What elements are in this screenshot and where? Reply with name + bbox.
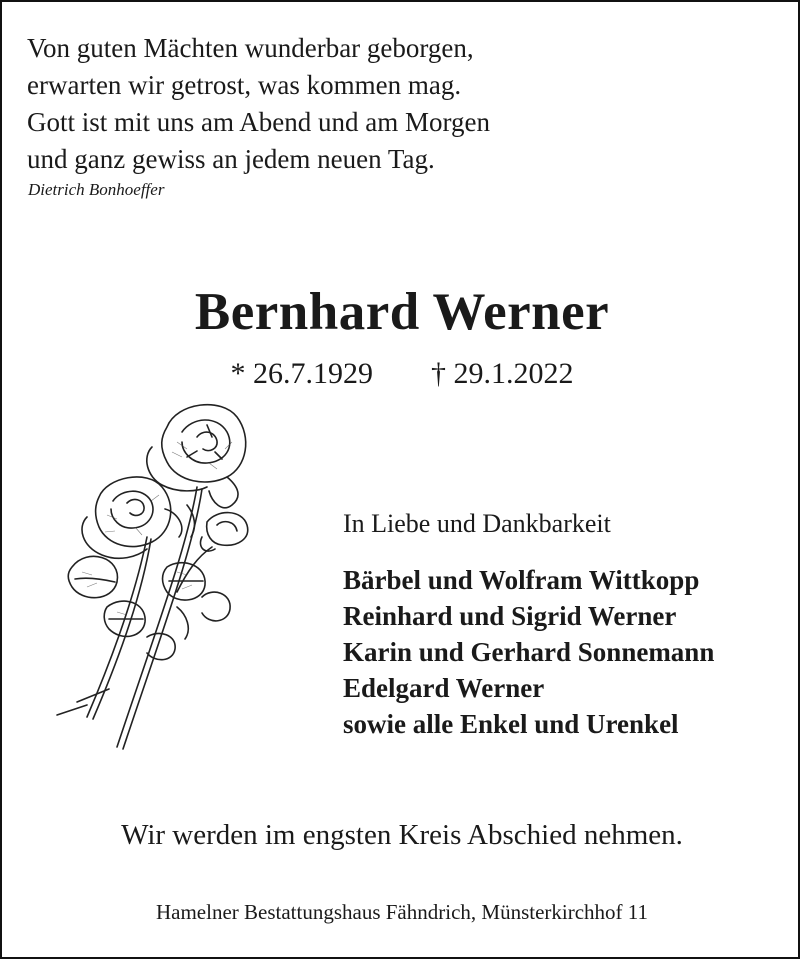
mourners-intro: In Liebe und Dankbarkeit bbox=[343, 509, 611, 538]
poem-author: Dietrich Bonhoeffer bbox=[28, 180, 165, 199]
closing-note: Wir werden im engsten Kreis Abschied nehmen. bbox=[121, 819, 683, 851]
poem-line: Gott ist mit uns am Abend und am Morgen bbox=[27, 107, 490, 137]
death-date: † 29.1.2022 bbox=[431, 357, 574, 390]
funeral-home: Hamelner Bestattungshaus Fähndrich, Münsterkirchhof 11 bbox=[155, 900, 649, 924]
poem bbox=[27, 30, 490, 178]
mourner-name: sowie alle Enkel und Urenkel bbox=[343, 709, 679, 739]
mourner-name: Karin und Gerhard Sonnemann bbox=[343, 637, 715, 667]
poem-line: Von guten Mächten wunderbar geborgen, bbox=[27, 33, 474, 63]
rose-illustration-icon bbox=[47, 397, 262, 752]
poem-line: erwarten wir getrost, was kommen mag. bbox=[27, 70, 462, 100]
mourner-name: Bärbel und Wolfram Wittkopp bbox=[343, 565, 700, 595]
deceased-name: Bernhard Werner bbox=[194, 283, 610, 341]
mourners-list bbox=[343, 562, 714, 742]
mourner-name: Reinhard und Sigrid Werner bbox=[343, 601, 677, 631]
life-dates bbox=[2, 357, 800, 391]
mourner-name: Edelgard Werner bbox=[343, 673, 545, 703]
birth-date: * 26.7.1929 bbox=[230, 357, 373, 390]
poem-line: und ganz gewiss an jedem neuen Tag. bbox=[27, 144, 435, 174]
